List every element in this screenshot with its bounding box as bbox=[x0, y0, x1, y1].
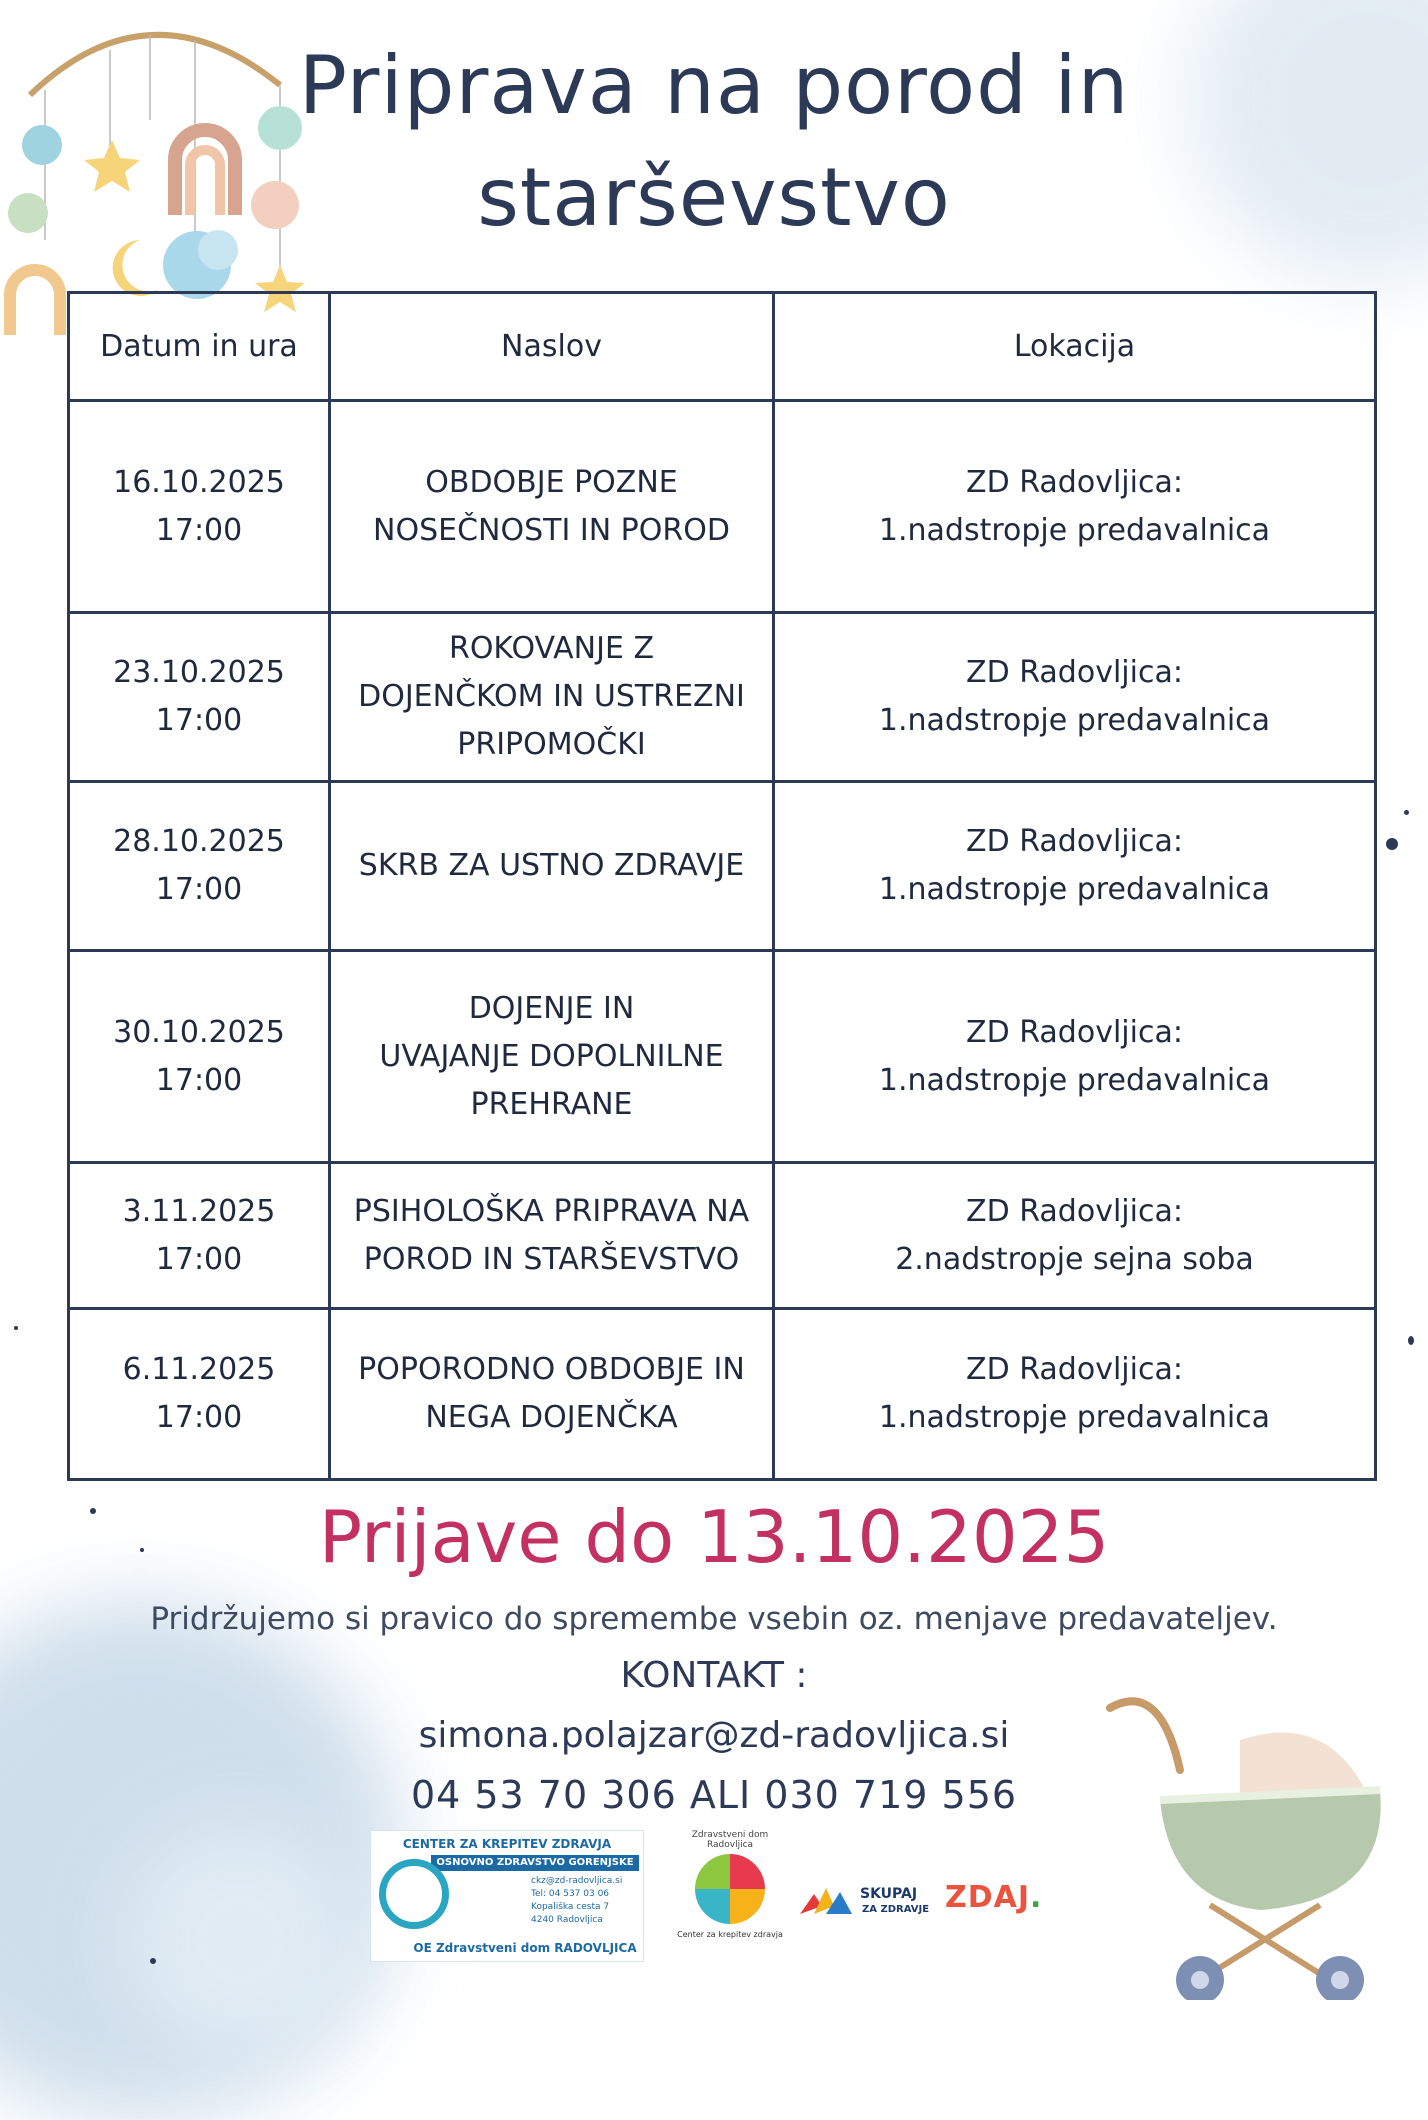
location-cell: ZD Radovljica: 1.nadstropje predavalnica bbox=[774, 782, 1376, 951]
topic-cell: DOJENJE IN UVAJANJE DOPOLNILNE PREHRANE bbox=[330, 951, 774, 1163]
location-cell: ZD Radovljica: 1.nadstropje predavalnica bbox=[774, 951, 1376, 1163]
page-title-line1: Priprava na porod in bbox=[298, 39, 1130, 132]
header-location: Lokacija bbox=[774, 293, 1376, 401]
topic-cell: SKRB ZA USTNO ZDRAVJE bbox=[330, 782, 774, 951]
topic-cell: OBDOBJE POZNE NOSEČNOSTI IN POROD bbox=[330, 401, 774, 613]
date-cell: 23.10.2025 17:00 bbox=[69, 613, 330, 782]
splatter-dot bbox=[150, 1958, 156, 1964]
schedule-table bbox=[67, 291, 1377, 1481]
ckz-logo: CENTER ZA KREPITEV ZDRAVJA OSNOVNO ZDRAVSTVO GORENJSKE ckz@zd-radovljica.si Tel: 04 537 03 06 Kopališka cesta 7 4240 Radovljica OE Zdravstveni dom RADOVLJICA bbox=[370, 1830, 644, 1962]
contact-label: KONTAKT : bbox=[620, 1655, 808, 1696]
rainbow-icon-2 bbox=[10, 270, 60, 335]
zdaj-logo: ZDAJ. bbox=[945, 1880, 1043, 1915]
table-row bbox=[69, 1309, 1376, 1480]
registration-deadline: Prijave do 13.10.2025 bbox=[318, 1495, 1110, 1579]
location-cell: ZD Radovljica: 1.nadstropje predavalnica bbox=[774, 613, 1376, 782]
zd-radovljica-logo: Zdravstveni dom Radovljica Center za krepitev zdravja bbox=[677, 1830, 783, 1939]
location-cell: ZD Radovljica: 1.nadstropje predavalnica bbox=[774, 1309, 1376, 1480]
splatter-dot bbox=[90, 1508, 96, 1514]
table-row bbox=[69, 951, 1376, 1163]
date-cell: 3.11.2025 17:00 bbox=[69, 1163, 330, 1309]
date-cell: 16.10.2025 17:00 bbox=[69, 401, 330, 613]
table-row bbox=[69, 1163, 1376, 1309]
pram-basket bbox=[1160, 1790, 1381, 1910]
table-header-row bbox=[69, 293, 1376, 401]
splatter-dot bbox=[14, 1326, 18, 1330]
page-title bbox=[0, 30, 1428, 254]
splatter-dot bbox=[1386, 838, 1398, 850]
skupaj-mark-icon bbox=[800, 1884, 852, 1918]
splatter-dot bbox=[140, 1548, 144, 1552]
splatter-dot bbox=[1404, 810, 1409, 815]
contact-email-link[interactable]: simona.polajzar@zd-radovljica.si bbox=[418, 1715, 1010, 1756]
topic-cell: PSIHOLOŠKA PRIPRAVA NA POROD IN STARŠEVSTVO bbox=[330, 1163, 774, 1309]
date-cell: 28.10.2025 17:00 bbox=[69, 782, 330, 951]
header-date: Datum in ura bbox=[69, 293, 330, 401]
header-title: Naslov bbox=[330, 293, 774, 401]
contact-phone: 04 53 70 306 ALI 030 719 556 bbox=[410, 1773, 1018, 1817]
ckz-circle-icon bbox=[379, 1859, 449, 1929]
watercolor-wash-bottom-left-light bbox=[120, 1820, 360, 2060]
date-cell: 6.11.2025 17:00 bbox=[69, 1309, 330, 1480]
pram-illustration bbox=[1090, 1680, 1410, 2000]
table-row bbox=[69, 782, 1376, 951]
topic-cell: ROKOVANJE Z DOJENČKOM IN USTREZNI PRIPOMOČKI bbox=[330, 613, 774, 782]
topic-cell: POPORODNO OBDOBJE IN NEGA DOJENČKA bbox=[330, 1309, 774, 1480]
table-row bbox=[69, 613, 1376, 782]
disclaimer-note: Pridržujemo si pravico do spremembe vsebin oz. menjave predavateljev. bbox=[150, 1601, 1278, 1637]
skupaj-za-zdravje-logo: SKUPAJ ZA ZDRAVJE bbox=[800, 1880, 930, 1930]
date-cell: 30.10.2025 17:00 bbox=[69, 951, 330, 1163]
location-cell: ZD Radovljica: 2.nadstropje sejna soba bbox=[774, 1163, 1376, 1309]
table-row bbox=[69, 401, 1376, 613]
page-title-line2: starševstvo bbox=[477, 151, 951, 244]
location-cell: ZD Radovljica: 1.nadstropje predavalnica bbox=[774, 401, 1376, 613]
family-ball-icon bbox=[695, 1854, 765, 1924]
splatter-dot bbox=[1408, 1336, 1414, 1345]
